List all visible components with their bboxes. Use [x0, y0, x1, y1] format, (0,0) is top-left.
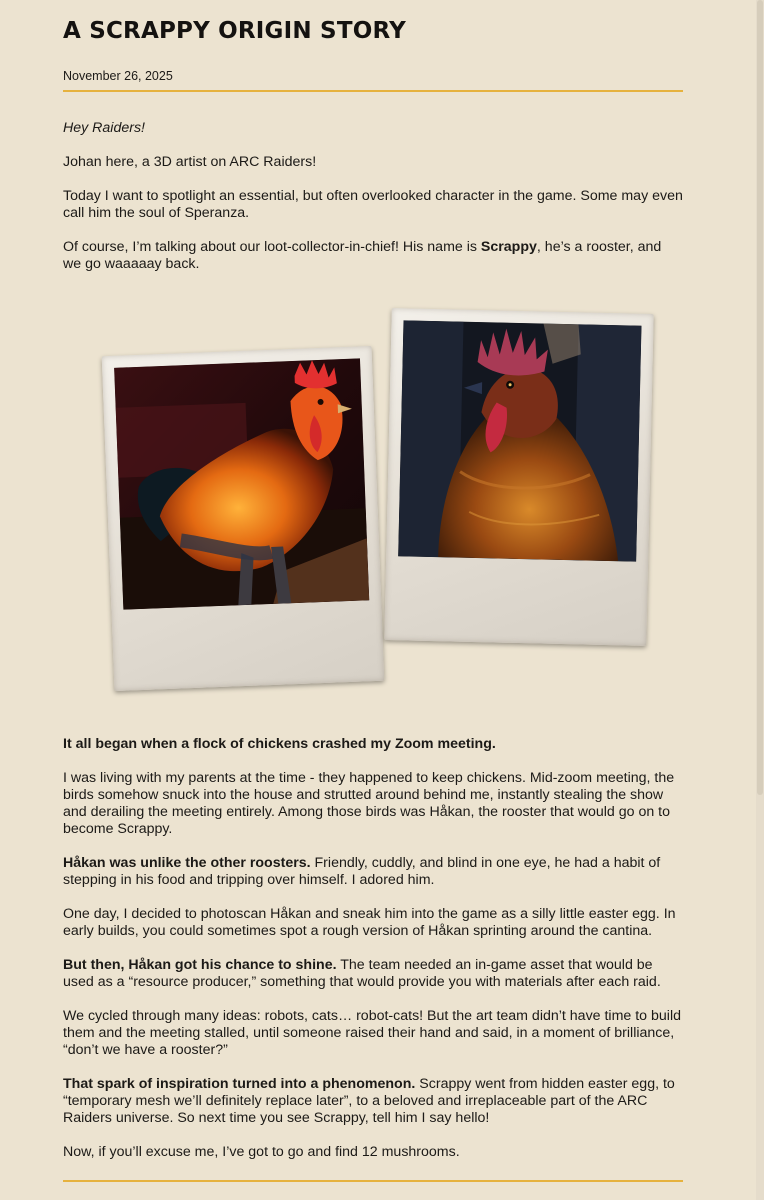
rooster-portrait-image [398, 320, 641, 561]
scrollbar-track[interactable] [756, 0, 764, 1200]
photoscan-paragraph: One day, I decided to photoscan Håkan and sneak him into the game as a silly little easter egg. In early builds, you could sometimes spot a rough version of Håkan sprinting around the cantina. [63, 906, 676, 939]
rooster-photo-right [398, 320, 641, 561]
spark-paragraph [63, 1076, 683, 1127]
spotlight-paragraph: Today I want to spotlight an essential, but often overlooked character in the game. Some may even call him the soul of Speranza. [63, 188, 683, 221]
article [63, 0, 683, 1182]
spark-text: Scrappy went from hidden easter egg, to “temporary mesh we’ll definitely replace later”, to a beloved and irreplaceable part of the ARC Raiders universe. So next time you see Scrappy, tell him I say hello! [63, 1076, 675, 1126]
polaroid-left [102, 346, 385, 691]
ideas-paragraph: We cycled through many ideas: robots, cats… robot-cats! But the art team didn’t have time to build them and the meeting stalled, until someone raised their hand and said, in a moment of brilliance, “don’t we have a rooster?” [63, 1008, 681, 1058]
scrappy-paragraph [63, 239, 683, 273]
greeting: Hey Raiders! [63, 120, 146, 136]
shine-paragraph [63, 957, 683, 991]
scrappy-paragraph-lead: Of course, I’m talking about our loot-collector-in-chief! His name is [63, 239, 481, 255]
footer-divider [63, 1180, 683, 1182]
polaroid-right [384, 308, 653, 646]
hakan-paragraph [63, 855, 683, 889]
closing-paragraph: Now, if you’ll excuse me, I’ve got to go and find 12 mushrooms. [63, 1144, 460, 1160]
hakan-text: Friendly, cuddly, and blind in one eye, he had a habit of stepping in his food and tripping over himself. I adored him. [63, 855, 661, 888]
shine-text: The team needed an in-game asset that would be used as a “resource producer,” something that would provide you with materials after each raid. [63, 957, 661, 990]
header-divider [63, 90, 683, 92]
article-title: A SCRAPPY ORIGIN STORY [63, 18, 406, 44]
rooster-sunlight-image [114, 358, 369, 609]
intro-paragraph: Johan here, a 3D artist on ARC Raiders! [63, 154, 317, 170]
shine-heading: But then, Håkan got his chance to shine. [63, 957, 337, 973]
zoom-heading: It all began when a flock of chickens crashed my Zoom meeting. [63, 736, 496, 752]
scrappy-paragraph-tail: , he’s a rooster, and we go waaaaay back. [63, 239, 662, 272]
rooster-photo-left [114, 358, 369, 609]
scrappy-name: Scrappy [480, 239, 537, 255]
article-date: November 26, 2025 [63, 69, 173, 83]
parents-paragraph: I was living with my parents at the time - they happened to keep chickens. Mid-zoom meeting, the birds somehow snuck into the house and strutted around behind me, instantly stealing the show and derailing the meeting entirely. Among those birds was Håkan, the rooster that would go on to become Scrappy. [63, 770, 675, 837]
spark-heading: That spark of inspiration turned into a phenomenon. [63, 1076, 416, 1092]
photo-gallery [63, 273, 683, 721]
scrollbar-thumb[interactable] [757, 0, 763, 795]
hakan-heading: Håkan was unlike the other roosters. [63, 855, 311, 871]
